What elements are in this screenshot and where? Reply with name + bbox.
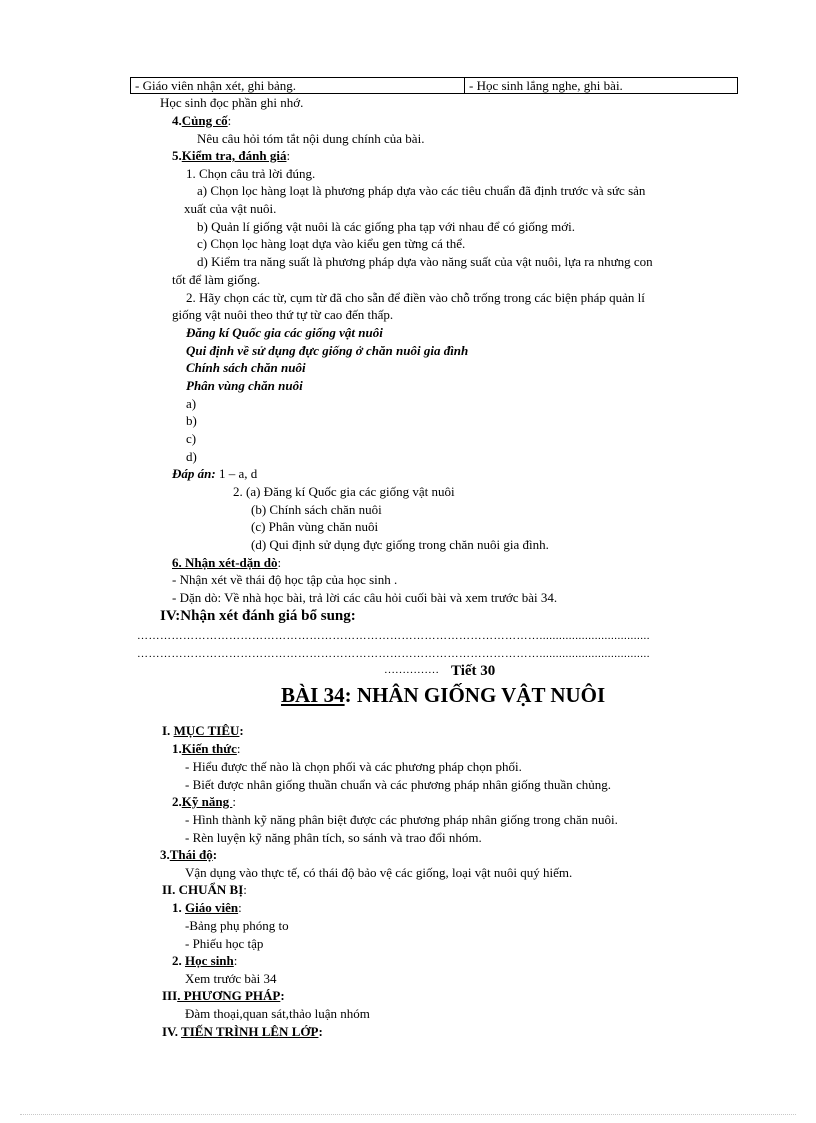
colon: : [243, 882, 247, 897]
colon: : [238, 900, 242, 915]
choice-option-2: Qui định về sử dụng đực giống ở chăn nuôi gia đình [186, 343, 469, 358]
answer-2d: (d) Qui định sử dụng đực giống trong chăn nuôi gia đình. [251, 537, 549, 552]
section-number: III [162, 988, 178, 1003]
teacher-prep-heading [172, 900, 242, 916]
section-number: 1. [172, 900, 185, 915]
section-title: TIẾN TRÌNH LÊN LỚP [181, 1024, 319, 1039]
answer-line [172, 466, 257, 482]
section-6-item-1: - Nhận xét về thái độ học tập của học sinh . [172, 572, 398, 587]
lesson-title [281, 682, 605, 708]
activity-table [130, 77, 738, 94]
answer-1: 1 – a, d [215, 466, 258, 481]
question-2-cont: giống vật nuôi theo thứ tự từ cao đến thấp. [172, 307, 394, 322]
knowledge-item-1: - Hiểu được thế nào là chọn phối và các phương pháp chọn phối. [185, 759, 522, 774]
table-row [131, 78, 738, 94]
teacher-prep-item-2: - Phiếu học tập [185, 936, 264, 951]
section-4-heading [172, 113, 231, 129]
objectives-heading [162, 723, 244, 739]
section-title: Kiểm tra, đánh giá [181, 148, 287, 163]
page-bottom-border [20, 1114, 796, 1115]
section-title: MỤC TIÊU [173, 723, 240, 738]
section-title: Kỹ năng [181, 794, 233, 809]
knowledge-heading [172, 741, 240, 757]
section-number: 4. [172, 113, 182, 128]
colon: : [239, 723, 244, 738]
dotted-line-1: …………………………………………………………………………………………….................................. [137, 630, 650, 642]
skills-item-2: - Rèn luyện kỹ năng phân tích, so sánh và trao đổi nhóm. [185, 830, 482, 845]
question-1-option-b: b) Quản lí giống vật nuôi là các giống pha tạp với nhau để có giống mới. [197, 219, 576, 234]
lesson-name: : NHÂN GIỐNG VẬT NUÔI [344, 683, 606, 707]
question-2: 2. Hãy chọn các từ, cụm từ đã cho sẵn để điền vào chỗ trống trong các biện pháp quản lí [186, 290, 645, 305]
blank-d: d) [186, 449, 197, 464]
question-1-option-a-cont: xuất của vật nuôi. [184, 201, 277, 216]
choice-option-1: Đăng kí Quốc gia các giống vật nuôi [186, 325, 383, 340]
student-activity-cell: - Học sinh lắng nghe, ghi bài. [465, 78, 738, 94]
colon: : [277, 555, 282, 570]
section-6-item-2: - Dặn dò: Về nhà học bài, trả lời các câu hỏi cuối bài và xem trước bài 34. [172, 590, 558, 605]
colon: : [232, 794, 236, 809]
colon: : [227, 113, 232, 128]
colon: : [233, 953, 238, 968]
student-prep-item: Xem trước bài 34 [185, 971, 277, 986]
read-summary-line: Học sinh đọc phần ghi nhớ. [160, 95, 304, 110]
dotted-line-2: …………………………………………………………………………………………….................................. [137, 648, 650, 660]
knowledge-item-2: - Biết được nhân giống thuần chuẩn và các phương pháp nhân giống thuần chủng. [185, 777, 612, 792]
question-1-option-d: d) Kiểm tra năng suất là phương pháp dựa vào năng suất của vật nuôi, lựa ra nhưng con [197, 254, 653, 269]
colon: : [236, 741, 241, 756]
procedure-heading [162, 1024, 323, 1040]
student-prep-heading [172, 953, 237, 969]
section-number: 3. [160, 847, 170, 862]
choice-option-4: Phân vùng chăn nuôi [186, 378, 303, 393]
skills-item-1: - Hình thành kỹ năng phân biệt được các phương pháp nhân giống trong chăn nuôi. [185, 812, 618, 827]
section-title: Học sinh [185, 953, 234, 968]
section-number: 2. [172, 794, 182, 809]
choice-option-3: Chính sách chăn nuôi [186, 360, 306, 375]
lesson-period: Tiết 30 [451, 663, 496, 679]
section-5-heading [172, 148, 290, 164]
attitude-heading [160, 847, 217, 863]
section-title: Kiến thức [181, 741, 237, 756]
blank-a: a) [186, 396, 197, 411]
section-title: . PHƯƠNG PHÁP [177, 988, 281, 1003]
section-title: Củng cố [181, 113, 228, 128]
colon: : [212, 847, 218, 862]
method-body: Đàm thoại,quan sát,thảo luận nhóm [185, 1006, 370, 1021]
attitude-body: Vận dụng vào thực tế, có thái độ bảo vệ các giống, loại vật nuôi quý hiếm. [185, 865, 573, 880]
teacher-activity-cell: - Giáo viên nhận xét, ghi bảng. [131, 78, 465, 94]
section-number: 2. [172, 953, 185, 968]
question-1-option-d-cont: tốt để làm giống. [172, 272, 261, 287]
section-title: II. CHUẨN BỊ [162, 882, 244, 897]
blank-c: c) [186, 431, 197, 446]
answer-label: Đáp án: [172, 466, 216, 481]
section-title: Thái độ [169, 847, 213, 862]
lesson-number: BÀI 34 [281, 683, 345, 707]
method-heading [162, 988, 285, 1004]
section-title: Giáo viên [185, 900, 239, 915]
lesson-period-dots: …………… [384, 664, 439, 676]
section-number: I. [162, 723, 174, 738]
section-number: 5. [172, 148, 182, 163]
question-1-option-a: a) Chọn lọc hàng loạt là phương pháp dựa vào các tiêu chuẩn đã định trước và sức sản [197, 183, 646, 198]
colon: : [286, 148, 291, 163]
answer-2b: (b) Chính sách chăn nuôi [251, 502, 382, 517]
colon: : [318, 1024, 323, 1039]
teacher-prep-item-1: -Bảng phụ phóng to [185, 918, 289, 933]
question-1: 1. Chọn câu trả lời đúng. [186, 166, 316, 181]
preparation-heading [162, 882, 247, 898]
skills-heading [172, 794, 236, 810]
colon: : [280, 988, 285, 1003]
answer-2a: 2. (a) Đăng kí Quốc gia các giống vật nuôi [233, 484, 455, 499]
section-6-heading [172, 555, 281, 571]
question-1-option-c: c) Chọn lọc hàng loạt dựa vào kiểu gen từng cá thể. [197, 236, 466, 251]
section-title: 6. Nhận xét-dặn dò [172, 555, 278, 570]
additional-review-heading: IV:Nhận xét đánh giá bổ sung: [160, 608, 356, 624]
answer-2c: (c) Phân vùng chăn nuôi [251, 519, 379, 534]
blank-b: b) [186, 413, 197, 428]
section-number: IV. [162, 1024, 182, 1039]
section-4-body: Nêu câu hỏi tóm tắt nội dung chính của bài. [197, 131, 425, 146]
section-number: 1. [172, 741, 182, 756]
